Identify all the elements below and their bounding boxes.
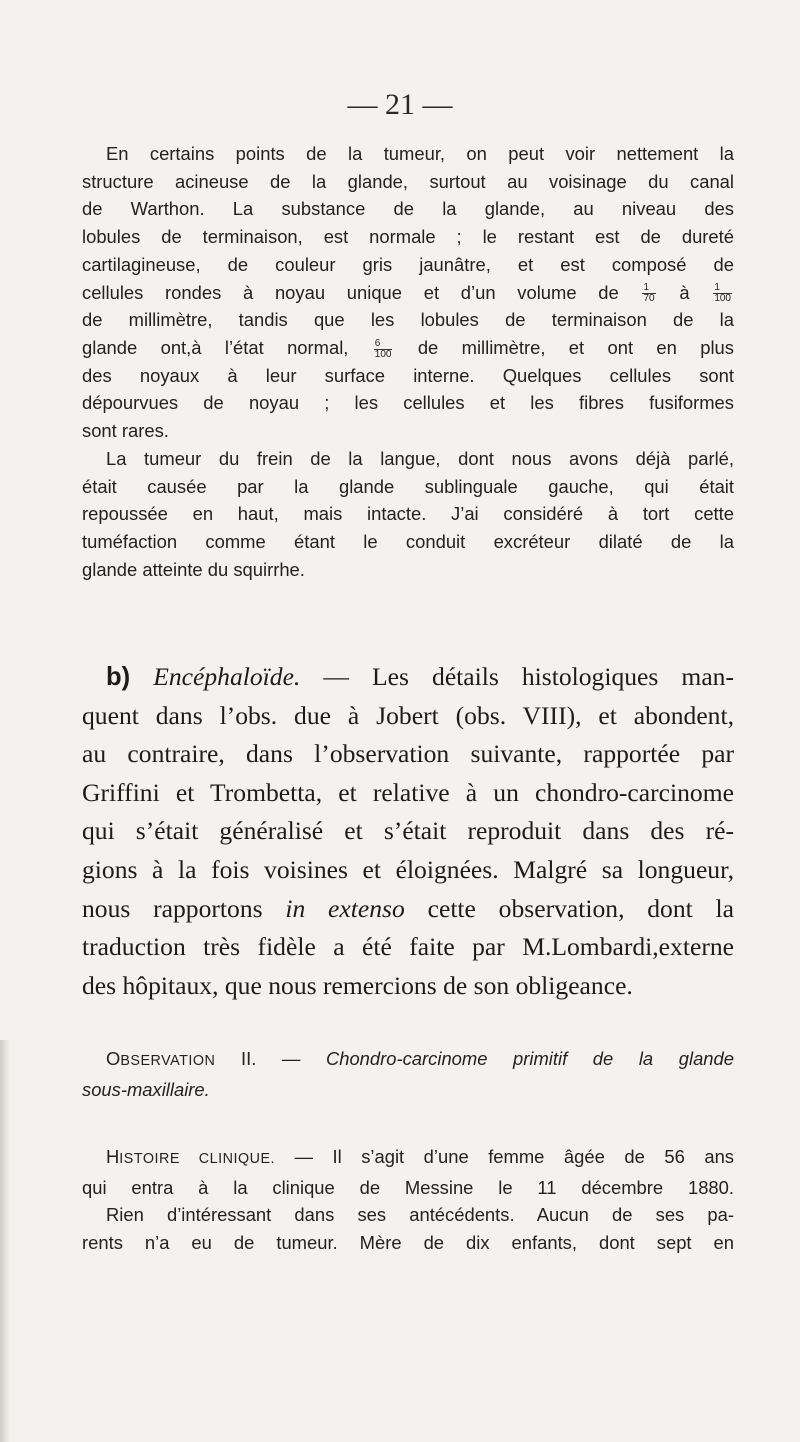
text-line: de millimètre, tandis que les lobules de terminaison de la [82,309,734,331]
text-segment: — Il s’agit d’une femme âgée de 56 ans [294,1146,734,1167]
observation-title-continued: sous-maxillaire. [82,1078,210,1100]
text-segment: nous rapportons [82,893,263,923]
text-line-with-fractions [82,279,734,307]
text-line: quent dans l’obs. due à Jobert (obs. VIII), et abondent, [82,700,734,730]
text-segment: — Les détails histologiques man- [323,662,734,691]
page-binding-shadow [0,1040,10,1442]
text-line: qui entra à la clinique de Messine le 11 décembre 1880. [82,1176,734,1198]
paragraph-tumor-structure [82,140,734,445]
text-line: Rien d’intéressant dans ses antécédents. Aucun de ses pa- [106,1204,734,1226]
histoire-label: ISTOIRE CLINIQUE. [119,1151,276,1167]
observation-title-line: OBSERVATION II. — Chondro-carcinome primitif de la glande [106,1048,734,1069]
text-line: des hôpitaux, que nous remercions de son obligeance. [82,970,633,1000]
text-line: traduction très fidèle a été faite par M.Lombardi,externe [82,932,734,962]
text-line: gions à la fois voisines et éloignées. Malgré sa longueur, [82,854,734,884]
observation-number: II. [241,1048,257,1069]
fraction-six-hundredths: $\frac{6}{100}$ [374,337,392,360]
section-title: Encéphaloïde. [153,662,301,691]
text-line: qui s’était généralisé et s’était reproduit dans des ré- [82,816,734,846]
text-line: HISTOIRE CLINIQUE. — Il s’agit d’une femme âgée de 56 ans [106,1146,734,1167]
page-number: — 21 — [347,88,453,121]
text-segment: cellules rondes à noyau unique et d’un volume de [82,281,619,303]
text-segment: à [679,281,690,303]
text-line: sont rares. [82,420,169,442]
text-line: au contraire, dans l’observation suivante, rapportée par [82,739,734,769]
fraction-one-hundredth: $\frac{1}{100}$ [714,282,731,305]
paragraph-histoire-clinique [82,1143,734,1257]
paragraph-frein-tumor [82,445,734,584]
text-line: repoussée en haut, mais intacte. J’ai considéré à tort cette [82,503,734,525]
text-segment: cette observation, dont la [427,893,734,923]
text-line: cartilagineuse, de couleur gris jaunâtre, et est composé de [82,253,734,275]
section-encephaloide [82,658,734,1005]
text-line: En certains points de la tumeur, on peut voir nettement la [106,143,734,164]
text-line-with-italic [82,890,734,929]
text-segment: de millimètre, et ont en plus [417,336,734,358]
fraction-one-seventieth: $\frac{1}{70}$ [643,282,655,305]
text-line: des noyaux à leur surface interne. Quelques cellules sont [82,364,734,386]
text-line: de Warthon. La substance de la glande, au niveau des [82,198,734,220]
text-line: glande atteinte du squirrhe. [82,558,305,580]
section-heading-line [82,658,734,697]
text-line: structure acineuse de la glande, surtout au voisinage du canal [82,170,734,192]
text-line: La tumeur du frein de la langue, dont nous avons déjà parlé, [106,448,734,469]
text-line: dépourvues de noyau ; les cellules et les fibres fusiformes [82,392,734,414]
text-line: était causée par la glande sublinguale gauche, qui était [82,475,734,497]
text-line: tuméfaction comme étant le conduit excréteur dilaté de la [82,531,734,553]
text-segment: glande ont,à l’état normal, [82,336,349,358]
text-line: Griffini et Trombetta, et relative à un chondro-carcinome [82,777,734,807]
italic-phrase: in extenso [285,893,405,923]
observation-heading [82,1045,734,1103]
text-line-with-fraction [82,334,734,362]
section-label: b) [106,663,131,691]
text-line: lobules de terminaison, est normale ; le restant est de dureté [82,226,734,248]
text-line: rents n’a eu de tumeur. Mère de dix enfants, dont sept en [82,1232,734,1254]
observation-title: — Chondro-carcinome primitif de la glande [281,1048,734,1069]
